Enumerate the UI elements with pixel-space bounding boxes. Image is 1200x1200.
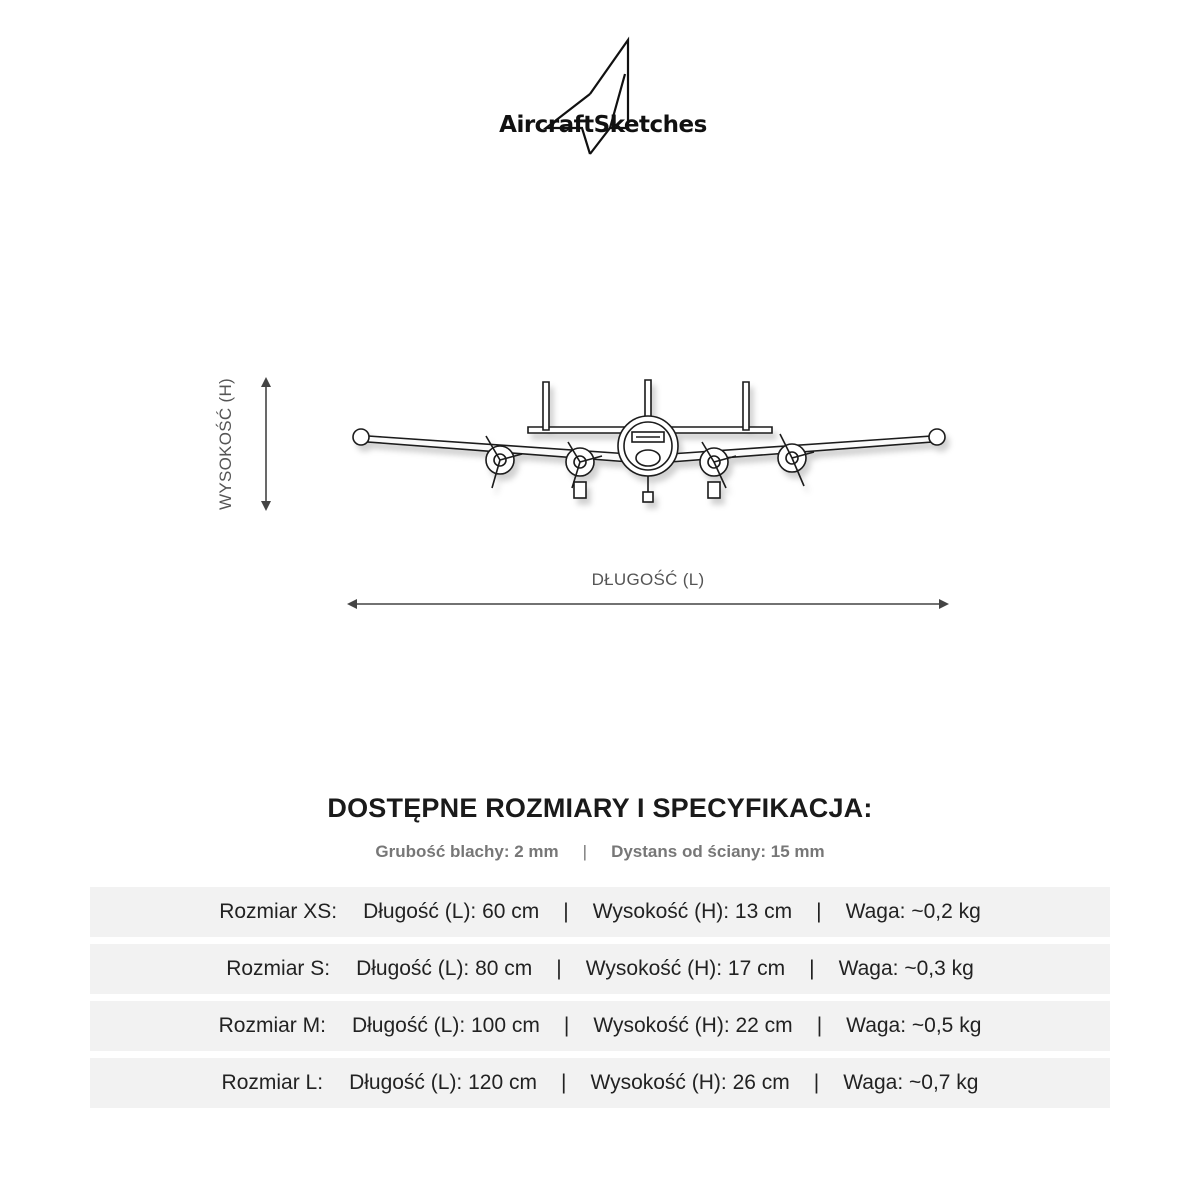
size-name: Rozmiar L: <box>221 1071 324 1094</box>
size-row-xs <box>90 887 1110 937</box>
aircraft-arrow-icon <box>470 34 730 160</box>
height-label: WYSOKOŚĆ (H) <box>216 377 235 511</box>
size-length: Długość (L): 100 cm <box>351 1014 540 1037</box>
wall-distance: Dystans od ściany: 15 mm <box>611 842 825 861</box>
separator: | <box>809 957 815 980</box>
size-name: Rozmiar XS: <box>219 900 338 923</box>
length-label: DŁUGOŚĆ (L) <box>591 570 705 589</box>
sheet-thickness: Grubość blachy: 2 mm <box>375 842 559 861</box>
size-height: Wysokość (H): 22 cm <box>593 1014 793 1037</box>
logo-text: AircraftSketches <box>499 112 707 138</box>
size-name: Rozmiar S: <box>226 957 331 980</box>
separator: | <box>563 900 569 923</box>
size-length: Długość (L): 80 cm <box>356 957 533 980</box>
size-height: Wysokość (H): 13 cm <box>592 900 793 923</box>
separator: | <box>813 1071 820 1094</box>
size-weight: Waga: ~0,2 kg <box>845 900 981 923</box>
size-height: Wysokość (H): 26 cm <box>590 1071 790 1094</box>
separator: | <box>556 957 562 980</box>
size-length: Długość (L): 120 cm <box>349 1071 537 1094</box>
brand-logo <box>470 34 730 160</box>
separator: | <box>563 1014 570 1037</box>
specs-subtitle <box>0 842 1200 862</box>
size-row-m <box>90 1001 1110 1051</box>
size-weight: Waga: ~0,3 kg <box>838 957 974 980</box>
plane-silhouette <box>340 370 960 520</box>
size-height: Wysokość (H): 17 cm <box>585 957 786 980</box>
specs-title: DOSTĘPNE ROZMIARY I SPECYFIKACJA: <box>327 793 873 823</box>
size-row-l <box>90 1058 1110 1108</box>
separator: | <box>560 1071 567 1094</box>
size-weight: Waga: ~0,7 kg <box>843 1071 979 1094</box>
separator: | <box>816 1014 823 1037</box>
size-weight: Waga: ~0,5 kg <box>846 1014 982 1037</box>
size-table <box>90 887 1110 1115</box>
size-length: Długość (L): 60 cm <box>363 900 540 923</box>
length-arrow <box>346 596 950 612</box>
height-arrow <box>254 376 278 512</box>
size-name: Rozmiar M: <box>218 1014 326 1037</box>
separator: | <box>582 842 588 861</box>
separator: | <box>816 900 822 923</box>
size-row-s <box>90 944 1110 994</box>
